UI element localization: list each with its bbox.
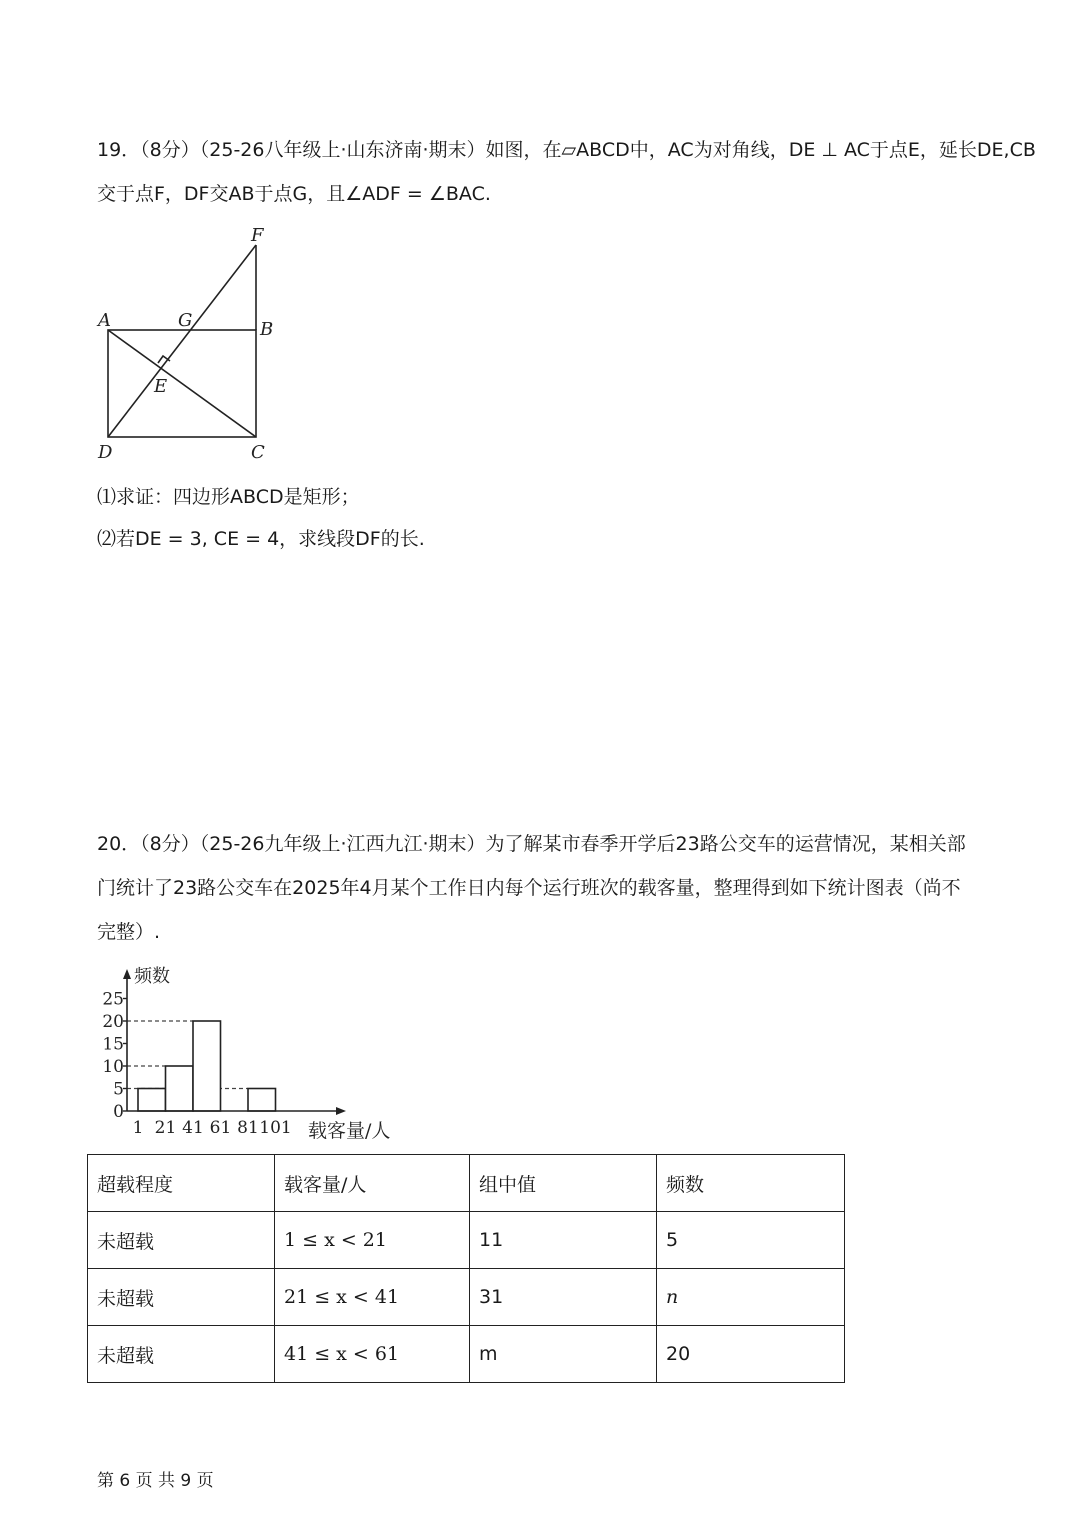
- table-header-cell: 组中值: [470, 1155, 657, 1212]
- table-cell: 20: [657, 1326, 845, 1383]
- table-cell: 41 ≤ x < 61: [275, 1326, 470, 1383]
- table-cell: 11: [470, 1212, 657, 1269]
- table-header-cell: 频数: [657, 1155, 845, 1212]
- y-axis-label: 频数: [134, 966, 170, 987]
- table-cell: 未超载: [88, 1326, 275, 1383]
- y-tick-label: 15: [102, 1034, 124, 1055]
- table-row: [88, 1212, 845, 1269]
- q19-text-line2: 交于点F，DF交AB于点G，且∠ADF = ∠BAC.: [97, 183, 491, 205]
- q20-text-line3: 完整）.: [97, 921, 161, 943]
- table-row: [88, 1326, 845, 1383]
- y-tick-label: 25: [102, 989, 124, 1010]
- y-tick-label: 5: [113, 1079, 124, 1100]
- table-header-cell: 载客量/人: [275, 1155, 470, 1212]
- y-tick-label: 20: [102, 1012, 124, 1032]
- label-g: G: [178, 310, 193, 331]
- q19-text-line1: 19．（8分）（25-26八年级上·山东济南·期末）如图，在▱ABCD中，AC为对角线，DE ⊥ AC于点E，延长DE,CB: [97, 139, 1036, 161]
- table-cell: 未超载: [88, 1212, 275, 1269]
- histogram-bar: [166, 1066, 194, 1111]
- x-tick-label: 21: [154, 1118, 177, 1138]
- x-tick-label: 61: [209, 1118, 232, 1138]
- table-cell: n: [657, 1269, 845, 1326]
- x-tick-label: 81: [237, 1118, 259, 1138]
- histogram-chart: [90, 960, 410, 1145]
- y-tick-label: 0: [113, 1102, 124, 1122]
- label-f: F: [251, 225, 264, 246]
- x-tick-label: 101: [259, 1118, 292, 1138]
- table-row: [88, 1269, 845, 1326]
- q20-text-line2: 门统计了23路公交车在2025年4月某个工作日内每个运行班次的载客量，整理得到如下统计图表（尚不: [97, 877, 961, 899]
- histogram-bar: [248, 1089, 276, 1112]
- q19-sub-question-2: ⑵若DE = 3, CE = 4，求线段DF的长.: [97, 528, 425, 550]
- table-cell: 21 ≤ x < 41: [275, 1269, 470, 1326]
- line-df: [108, 245, 256, 437]
- table-cell: 1 ≤ x < 21: [275, 1212, 470, 1269]
- q19-geometry-figure: [90, 220, 290, 470]
- label-e: E: [154, 376, 168, 397]
- diagonal-ac: [108, 330, 256, 437]
- x-axis-arrow-icon: [336, 1107, 346, 1115]
- page-footer: 第 6 页 共 9 页: [97, 1471, 214, 1491]
- x-tick-label: 1: [132, 1118, 144, 1138]
- table-cell: 31: [470, 1269, 657, 1326]
- x-axis-label: 载客量/人: [308, 1120, 391, 1142]
- table-header-cell: 超载程度: [88, 1155, 275, 1212]
- q20-text-line1: 20．（8分）（25-26九年级上·江西九江·期末）为了解某市春季开学后23路公交车的运营情况，某相关部: [97, 833, 966, 855]
- statistics-table: [87, 1154, 845, 1383]
- label-b: B: [260, 319, 274, 340]
- histogram-bar: [138, 1089, 166, 1112]
- y-tick-label: 10: [102, 1057, 124, 1077]
- label-d: D: [98, 442, 113, 463]
- table-cell: m: [470, 1326, 657, 1383]
- y-axis-arrow-icon: [123, 969, 131, 979]
- q19-sub-question-1: ⑴求证：四边形ABCD是矩形；: [97, 486, 360, 508]
- histogram-bar: [193, 1021, 221, 1111]
- x-tick-label: 41: [182, 1118, 204, 1138]
- table-header-row: [88, 1155, 845, 1212]
- table-cell: 5: [657, 1212, 845, 1269]
- label-a: A: [98, 310, 111, 331]
- label-c: C: [251, 442, 265, 463]
- right-angle-mark: [158, 356, 170, 363]
- table-cell: 未超载: [88, 1269, 275, 1326]
